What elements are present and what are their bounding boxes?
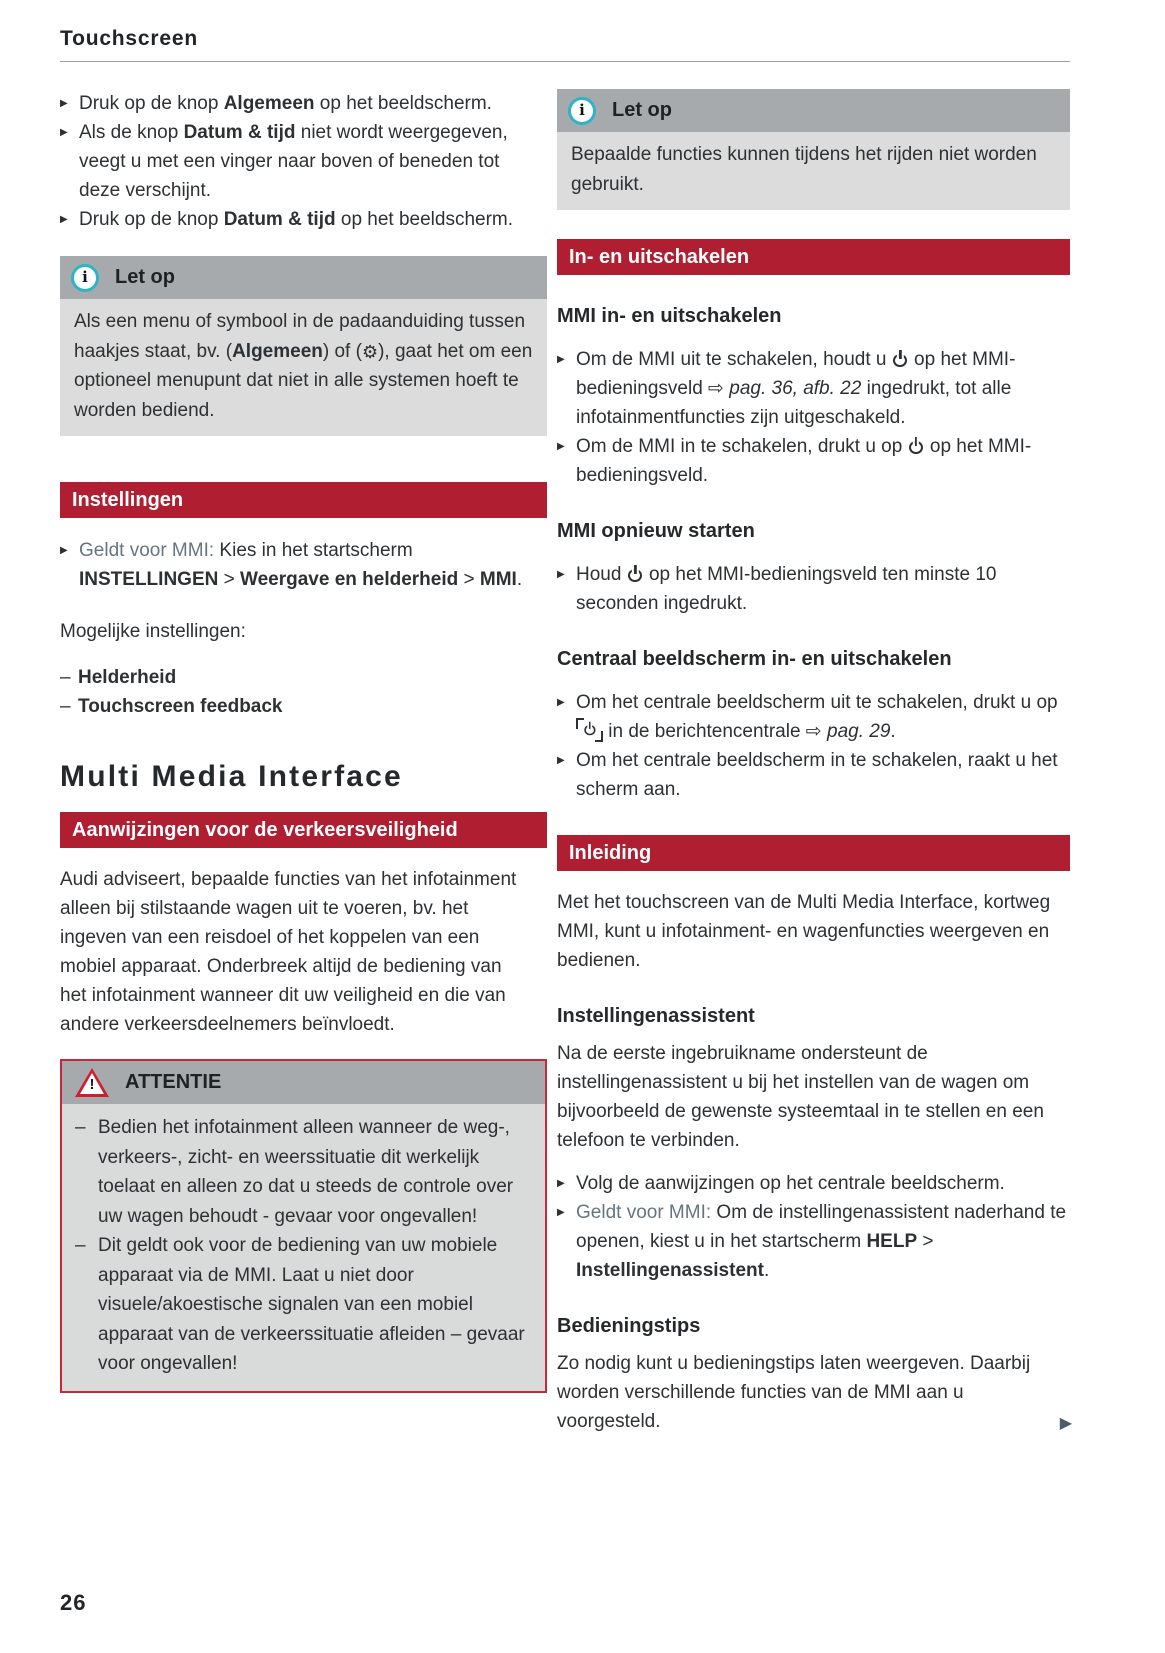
note-header [557, 89, 1070, 132]
paragraph: Na de eerste ingebruikname ondersteunt de instellingenassistent u bij het instellen van de wagen om bijvoorbeeld de gewenste systeemtaal in te stellen en een telefoon te verbinden. [557, 1043, 1044, 1151]
text-segment: Om het centrale beeldscherm uit te schakelen, drukt u op [576, 692, 1058, 713]
text-segment: ), gaat het om een optioneel menupunt dat niet in alle systemen hoeft te worden bediend. [74, 340, 533, 421]
list-item: – Touchscreen feedback [60, 692, 547, 721]
warning-title: ATTENTIE [125, 1071, 222, 1093]
list-item: – Helderheid [60, 663, 547, 692]
paragraph: Met het touchscreen van de Multi Media Interface, kortweg MMI, kunt u infotainment- en wagenfuncties weergeven en bedienen. [557, 892, 1051, 971]
paragraph: Mogelijke instellingen: [60, 621, 246, 642]
list-item [557, 560, 1070, 618]
subsection-heading: MMI in- en uitschakelen [557, 305, 782, 327]
power-icon [908, 437, 925, 454]
warning-body [62, 1104, 545, 1391]
text-segment: op het MMI-bedieningsveld. [576, 436, 1032, 486]
warning-header [62, 1061, 545, 1104]
text-segment: op het beeldscherm. [335, 209, 514, 230]
list-item [60, 118, 524, 205]
note-header [60, 256, 547, 299]
text-segment: Om de MMI in te schakelen, drukt u op [576, 436, 908, 457]
paragraph: Audi adviseert, bepaalde functies van het infotainment alleen bij stilstaande wagen uit te voeren, bv. het ingeven van een reisdoel of het koppelen van een mobiel apparaat. Onderbreek altijd de bediening van het infotainment wanneer dit uw veiligheid en die van andere verkeersdeelnemers beïnvloedt. [60, 869, 517, 1035]
note-body [557, 132, 1070, 210]
text-segment: Om het centrale beeldscherm in te schakelen, raakt u het scherm aan. [576, 750, 1058, 800]
info-icon [71, 264, 99, 292]
text-segment: Om de instellingenassistent naderhand te openen, kiest u in het startscherm [576, 1202, 1067, 1252]
text-segment: Bepaalde functies kunnen tijdens het rijden niet worden gebruikt. [571, 144, 1037, 195]
text-segment: Geldt voor MMI: [576, 1202, 712, 1223]
text-segment: op het beeldscherm. [314, 93, 492, 114]
power-icon [892, 350, 909, 367]
text-segment: Geldt voor MMI: [79, 540, 215, 561]
text-segment: INSTELLINGEN [79, 569, 219, 590]
list-item [60, 89, 524, 118]
text-segment: Volg de aanwijzingen op het centrale beeldscherm. [576, 1173, 1005, 1194]
note-title: Let op [612, 99, 672, 121]
text-segment: Datum & tijd [183, 122, 296, 143]
paragraph [557, 1349, 1070, 1436]
info-icon [568, 97, 596, 125]
text-segment: Instellingenassistent [576, 1260, 764, 1281]
section-header-inleiding: Inleiding [557, 835, 1070, 871]
right-column [557, 89, 1070, 1436]
note-box [60, 256, 547, 436]
steps-list [557, 560, 1070, 618]
steps-list [557, 345, 1070, 490]
note-box [557, 89, 1070, 210]
power-icon [627, 565, 644, 582]
list-item [60, 536, 524, 594]
page-number: 26 [60, 1590, 87, 1615]
display-power-button-icon [576, 720, 603, 740]
text-segment: Datum & tijd [223, 209, 336, 230]
list-item [557, 1169, 1070, 1198]
text-segment: Weergave en helderheid [240, 569, 459, 590]
text-segment: Kies in het startscherm [214, 540, 413, 561]
text-segment: > [458, 569, 480, 590]
instellingen-steps-list [60, 536, 524, 594]
text-segment: HELP [866, 1231, 918, 1252]
text-segment: op het MMI-bedieningsveld ⇨ [576, 349, 1016, 399]
text-segment: Als een menu of symbool in de padaanduiding tussen haakjes staat, bv. ( [74, 311, 526, 362]
section-header-in-en-uitschakelen: In- en uitschakelen [557, 239, 1070, 275]
section-header-instellingen: Instellingen [60, 482, 547, 518]
list-item [557, 1198, 1070, 1285]
text-segment: MMI [479, 569, 517, 590]
steps-list [557, 1169, 1070, 1285]
paragraph-text: Zo nodig kunt u bedieningstips laten weergeven. Daarbij worden verschillende functies van de MMI aan u voorgesteld. [557, 1353, 1031, 1432]
text-segment: pag. 36, afb. 22 [729, 378, 862, 399]
text-segment: Om de MMI uit te schakelen, houdt u [576, 349, 892, 370]
two-column-layout [60, 89, 1070, 1436]
note-title: Let op [115, 266, 175, 288]
text-segment: niet wordt weergegeven, veegt u met een vinger naar boven of beneden tot deze verschijnt. [79, 122, 508, 201]
settings-options-list [60, 663, 547, 721]
text-segment: pag. 29 [827, 721, 891, 742]
text-segment: Houd [576, 564, 627, 585]
text-segment: > [917, 1231, 934, 1252]
text-segment: Druk op de knop [79, 93, 224, 114]
chapter-heading: Multi Media Interface [60, 760, 403, 793]
list-item: – Dit geldt ook voor de bediening van uw mobiele apparaat via de MMI. Laat u niet door visuele/akoestische signalen van een mobiel apparaat van de verkeerssituatie afleiden – gevaar voor ongevallen! [72, 1231, 531, 1379]
text-segment: op het MMI-bedieningsveld ten minste 10 seconden ingedrukt. [576, 564, 997, 614]
section-header-verkeersveiligheid: Aanwijzingen voor de verkeersveiligheid [60, 812, 547, 848]
continuation-arrow-icon: ▶ [1059, 1415, 1072, 1432]
subsection-heading: Bedieningstips [557, 1315, 701, 1337]
subsection-heading: MMI opnieuw starten [557, 520, 755, 542]
text-segment: . [890, 721, 896, 742]
text-segment: > [218, 569, 240, 590]
text-segment: Algemeen [232, 340, 323, 362]
list-item: – Bedien het infotainment alleen wanneer de weg-, verkeers-, zicht- en weerssituatie dit werkelijk toelaat en alleen zo dat u steeds de controle over uw wagen behoudt - gevaar voor ongevallen! [72, 1113, 531, 1231]
steps-list [557, 688, 1070, 804]
text-segment: Algemeen [223, 93, 315, 114]
warning-items-list [72, 1113, 531, 1379]
subsection-heading: Instellingenassistent [557, 1005, 755, 1027]
list-item [557, 746, 1070, 804]
warning-box [60, 1059, 547, 1393]
text-segment: ingedrukt, tot alle infotainmentfuncties zijn uitgeschakeld. [576, 378, 1012, 428]
gear-icon: ⚙ [361, 341, 379, 362]
left-column [60, 89, 547, 1436]
list-item [557, 688, 1070, 746]
text-segment: in de berichtencentrale ⇨ [603, 721, 827, 742]
warning-triangle-icon [75, 1068, 109, 1097]
list-item [557, 432, 1070, 490]
intro-steps-list [60, 89, 524, 234]
list-item [557, 345, 1070, 432]
power-icon [583, 722, 597, 736]
list-item [60, 205, 524, 234]
title-rule [60, 61, 1070, 62]
text-segment: Druk op de knop [79, 209, 224, 230]
note-body [60, 299, 547, 436]
text-segment: ) of ( [322, 340, 362, 362]
page-title: Touchscreen [60, 27, 198, 50]
text-segment: . [516, 569, 523, 590]
subsection-heading: Centraal beeldscherm in- en uitschakelen [557, 648, 952, 670]
text-segment: . [763, 1260, 770, 1281]
text-segment: Als de knop [79, 122, 184, 143]
